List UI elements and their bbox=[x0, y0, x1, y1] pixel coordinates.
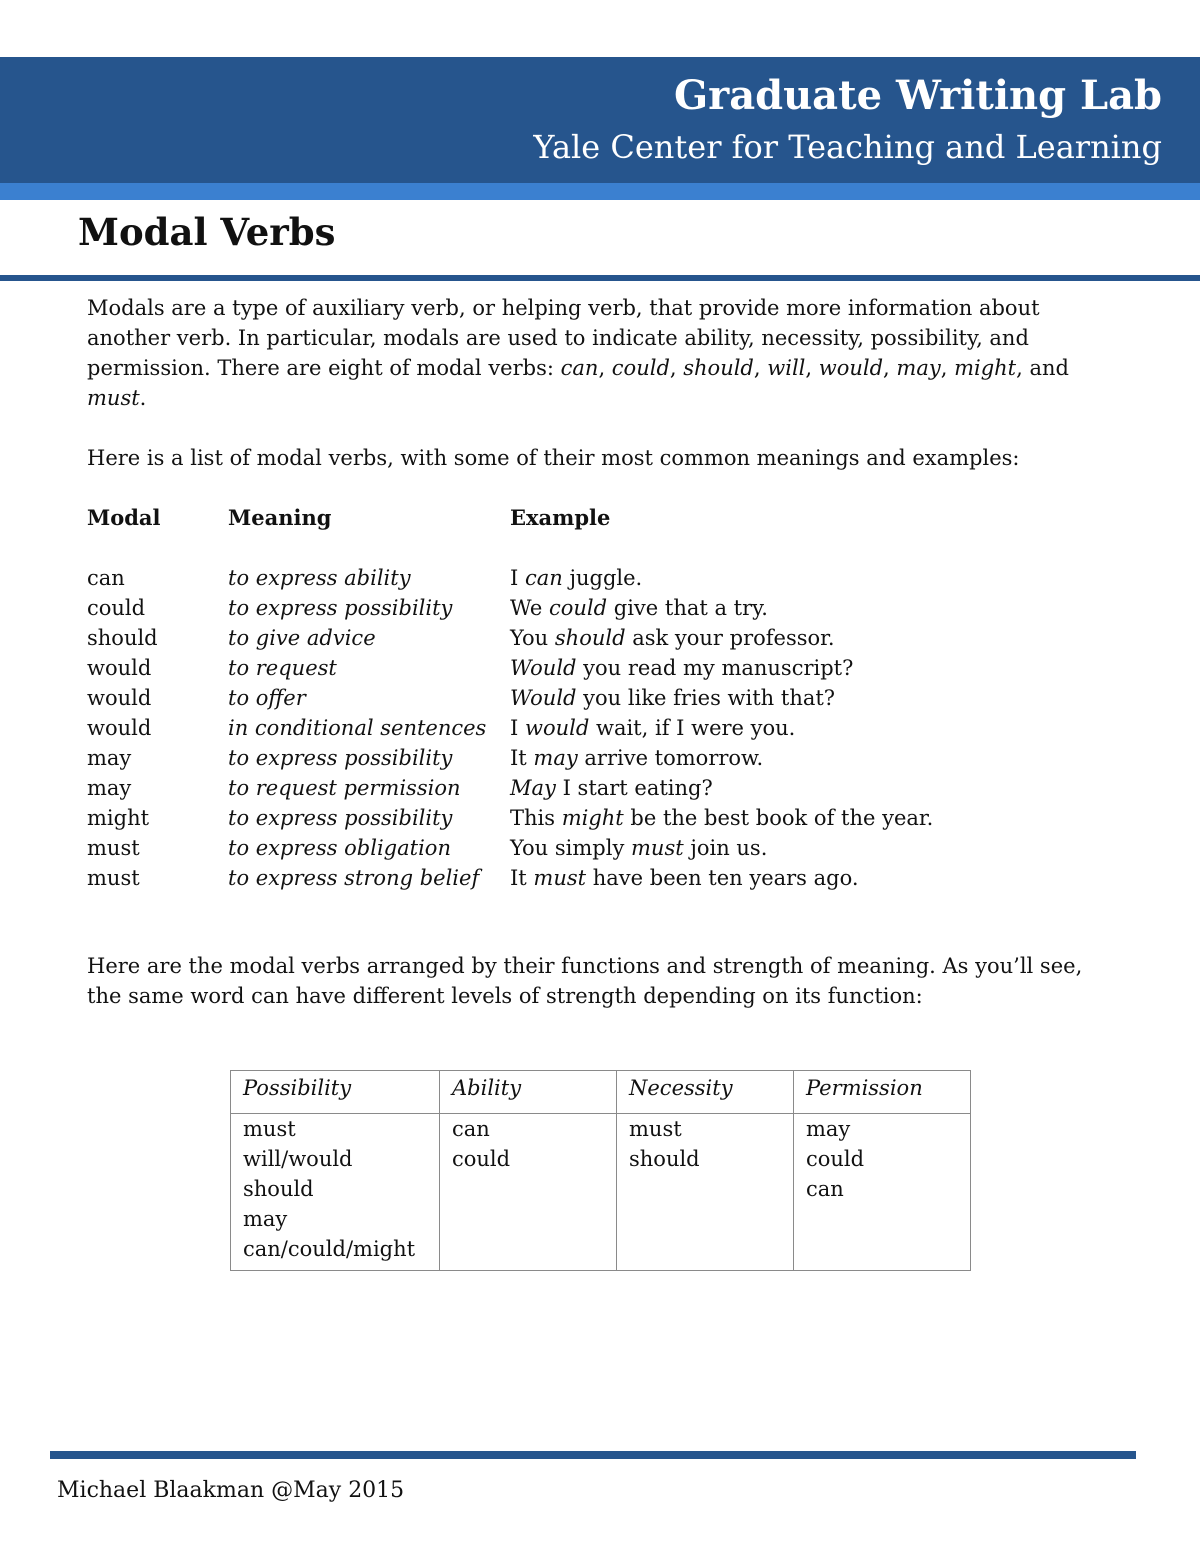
example-modal: could bbox=[548, 596, 608, 620]
example-cell bbox=[510, 773, 713, 803]
example-text: I start eating? bbox=[555, 776, 713, 800]
meaning-cell: to express possibility bbox=[228, 806, 453, 830]
example-modal: might bbox=[561, 806, 624, 830]
column-header-permission: Permission bbox=[794, 1071, 971, 1114]
meaning-cell: to give advice bbox=[228, 626, 376, 650]
modal-strength-item: could bbox=[806, 1147, 865, 1171]
intro-paragraph: Modals are a type of auxiliary verb, or helping verb, that provide more information about another verb. In particular, modals are used to indicate ability, necessity, possibility, and permission. There are eight of modal verbs: can, could, should, will, would, may, might, and must. bbox=[87, 296, 1069, 410]
intro-verb: can bbox=[560, 356, 599, 380]
modal-cell: should bbox=[87, 626, 158, 650]
modal-cell: must bbox=[87, 866, 140, 890]
example-modal: should bbox=[554, 626, 626, 650]
meaning-cell: to offer bbox=[228, 686, 306, 710]
meaning-cell: to request bbox=[228, 656, 337, 680]
modal-cell: would bbox=[87, 656, 152, 680]
modal-cell: would bbox=[87, 686, 152, 710]
modal-strength-item: may bbox=[243, 1207, 288, 1231]
intro-verb: must bbox=[87, 386, 140, 410]
example-text: We bbox=[510, 596, 549, 620]
example-text: have been ten years ago. bbox=[586, 866, 859, 890]
intro-verb: might bbox=[954, 356, 1017, 380]
example-text: This bbox=[510, 806, 562, 830]
column-header-necessity: Necessity bbox=[617, 1071, 794, 1114]
strength-intro-paragraph: Here are the modal verbs arranged by their functions and strength of meaning. As you’ll see, the same word can have different levels of strength depending on its function: bbox=[87, 954, 1083, 1008]
example-text: be the best book of the year. bbox=[623, 806, 934, 830]
example-cell bbox=[510, 683, 835, 713]
example-cell bbox=[510, 803, 933, 833]
example-cell bbox=[510, 653, 853, 683]
meaning-cell: to express strong belief bbox=[228, 866, 480, 890]
header-stripe bbox=[0, 183, 1200, 200]
modal-strength-item: may bbox=[806, 1117, 851, 1141]
modal-strength-item: can/could/might bbox=[243, 1237, 416, 1261]
modal-strength-item: should bbox=[629, 1147, 700, 1171]
meaning-cell: in conditional sentences bbox=[228, 716, 487, 740]
meaning-cell: to request permission bbox=[228, 776, 461, 800]
intro-verb: will bbox=[767, 356, 806, 380]
header-subtitle: Yale Center for Teaching and Learning bbox=[533, 128, 1162, 166]
intro-verb: would bbox=[818, 356, 884, 380]
meaning-cell: to express obligation bbox=[228, 836, 451, 860]
modal-cell: must bbox=[87, 836, 140, 860]
modal-strength-item: must bbox=[629, 1117, 682, 1141]
modal-cell: may bbox=[87, 776, 132, 800]
example-text: I bbox=[510, 716, 525, 740]
cell-ability bbox=[440, 1114, 617, 1271]
example-cell bbox=[510, 563, 642, 593]
example-text: You simply bbox=[510, 836, 631, 860]
example-text: juggle. bbox=[562, 566, 643, 590]
example-text: ask your professor. bbox=[625, 626, 835, 650]
strength-table-row bbox=[231, 1114, 971, 1271]
example-text: give that a try. bbox=[607, 596, 768, 620]
example-text: It bbox=[510, 746, 534, 770]
modal-cell: might bbox=[87, 806, 150, 830]
example-cell bbox=[510, 833, 767, 863]
example-modal: Would bbox=[510, 686, 577, 710]
cell-possibility bbox=[231, 1114, 440, 1271]
page-title: Modal Verbs bbox=[78, 210, 336, 254]
example-cell bbox=[510, 623, 835, 653]
example-modal: may bbox=[533, 746, 578, 770]
meaning-cell: to express possibility bbox=[228, 596, 453, 620]
example-cell bbox=[510, 713, 795, 743]
intro-text: Modals are a type of auxiliary verb, or helping verb, that provide more information about another verb. In particular, modals are used to indicate ability, necessity, possibility, and permission. There are eight of modal verbs: bbox=[87, 296, 1040, 380]
intro-and: and bbox=[1029, 356, 1069, 380]
header-modal: Modal bbox=[87, 505, 161, 530]
modal-strength-item: can bbox=[806, 1177, 844, 1201]
modal-strength-table bbox=[230, 1070, 971, 1271]
modal-cell: may bbox=[87, 746, 132, 770]
header-example: Example bbox=[510, 505, 611, 530]
modal-strength-item: will/would bbox=[243, 1147, 353, 1171]
example-cell bbox=[510, 863, 859, 893]
example-modal: Would bbox=[510, 656, 577, 680]
example-text: arrive tomorrow. bbox=[577, 746, 764, 770]
modal-strength-item: can bbox=[452, 1117, 490, 1141]
title-divider bbox=[0, 275, 1200, 281]
example-text: wait, if I were you. bbox=[589, 716, 796, 740]
modal-cell: would bbox=[87, 716, 152, 740]
modal-strength-item: should bbox=[243, 1177, 314, 1201]
header-meaning: Meaning bbox=[228, 505, 332, 530]
list-intro-paragraph: Here is a list of modal verbs, with some of their most common meanings and examples: bbox=[87, 446, 1020, 470]
example-cell bbox=[510, 743, 763, 773]
modal-cell: could bbox=[87, 596, 146, 620]
example-text: I bbox=[510, 566, 525, 590]
example-modal: would bbox=[524, 716, 590, 740]
example-text: join us. bbox=[683, 836, 768, 860]
meaning-cell: to express possibility bbox=[228, 746, 453, 770]
example-text: you like fries with that? bbox=[576, 686, 836, 710]
intro-verb: should bbox=[683, 356, 754, 380]
cell-permission bbox=[794, 1114, 971, 1271]
example-text: It bbox=[510, 866, 534, 890]
column-header-ability: Ability bbox=[440, 1071, 617, 1114]
strength-table-header-row bbox=[231, 1071, 971, 1114]
column-header-possibility: Possibility bbox=[231, 1071, 440, 1114]
intro-verb: may bbox=[896, 356, 941, 380]
modal-cell: can bbox=[87, 566, 125, 590]
modal-strength-item: must bbox=[243, 1117, 296, 1141]
example-text: you read my manuscript? bbox=[576, 656, 854, 680]
cell-necessity bbox=[617, 1114, 794, 1271]
example-cell bbox=[510, 593, 768, 623]
example-modal: must bbox=[631, 836, 684, 860]
modal-strength-item: could bbox=[452, 1147, 511, 1171]
header-title: Graduate Writing Lab bbox=[673, 72, 1162, 119]
intro-verb: could bbox=[611, 356, 670, 380]
example-modal: can bbox=[524, 566, 563, 590]
meaning-cell: to express ability bbox=[228, 566, 411, 590]
example-modal: must bbox=[533, 866, 587, 890]
footer-divider bbox=[50, 1451, 1136, 1459]
example-modal: May bbox=[510, 776, 556, 800]
footer-author: Michael Blaakman @May 2015 bbox=[57, 1478, 405, 1503]
example-text: You bbox=[510, 626, 555, 650]
